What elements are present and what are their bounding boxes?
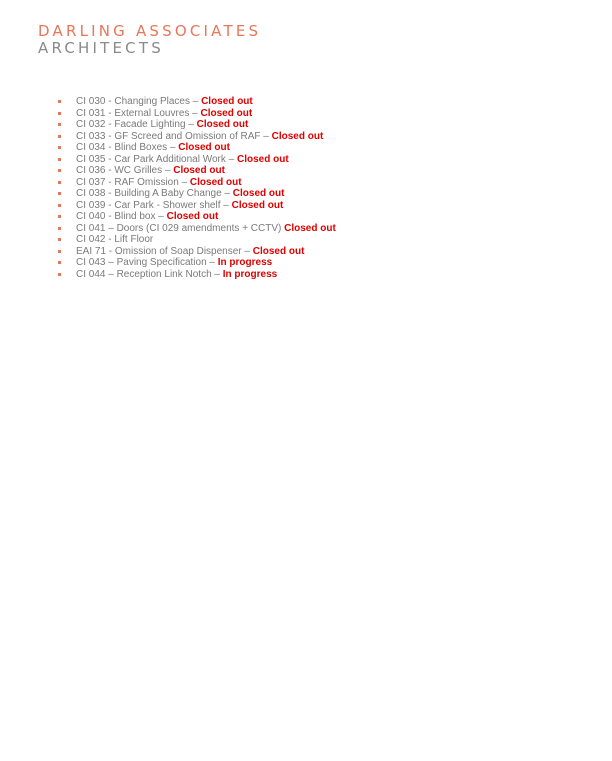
item-label: CI 031 - External Louvres – <box>76 107 201 119</box>
status-label: Closed out <box>201 96 253 107</box>
bullet-square-icon <box>58 261 61 264</box>
bullet-square-icon <box>58 181 61 184</box>
item-label: CI 040 - Blind box – <box>76 211 167 222</box>
bullet-square-icon <box>58 112 61 115</box>
bullet-square-icon <box>58 135 61 138</box>
item-label: CI 035 - Car Park Additional Work – <box>76 153 237 165</box>
status-label: Closed out <box>173 165 225 176</box>
item-label: CI 042 - Lift Floor <box>76 234 154 245</box>
status-label: Closed out <box>231 199 284 211</box>
bullet-square-icon <box>58 192 61 195</box>
bullet-square-icon <box>58 158 61 161</box>
status-label: Closed out <box>284 222 336 234</box>
status-label: Closed out <box>232 188 285 199</box>
company-subtitle: ARCHITECTS <box>38 39 164 57</box>
item-label: CI 036 - WC Grilles – <box>76 165 174 176</box>
item-label: CI 034 - Blind Boxes – <box>76 142 179 153</box>
status-label: Closed out <box>178 142 230 153</box>
bullet-square-icon <box>58 227 61 230</box>
status-label: Closed out <box>237 153 289 165</box>
item-label: CI 043 – Paving Specification – <box>76 257 218 268</box>
list-item <box>58 246 336 258</box>
list-item <box>58 131 336 143</box>
bullet-square-icon <box>58 169 61 172</box>
bullet-square-icon <box>58 204 61 207</box>
company-name: DARLING ASSOCIATES <box>38 22 262 40</box>
item-label: CI 038 - Building A Baby Change – <box>76 188 233 199</box>
status-label: Closed out <box>196 119 249 130</box>
item-label: EAI 71 - Omission of Soap Dispenser – <box>76 245 253 257</box>
item-label: CI 041 – Doors (CI 029 amendments + CCTV) <box>76 222 285 234</box>
list-item <box>58 234 336 246</box>
list-item <box>58 269 336 281</box>
list-item <box>58 177 336 189</box>
bullet-square-icon <box>58 215 61 218</box>
company-header <box>38 24 261 58</box>
list-item <box>58 142 336 154</box>
status-label: Closed out <box>166 211 219 222</box>
bullet-square-icon <box>58 250 61 253</box>
bullet-square-icon <box>58 100 61 103</box>
list-item <box>58 257 336 269</box>
list-item <box>58 200 336 212</box>
list-item <box>58 96 336 108</box>
status-label: Closed out <box>252 245 305 257</box>
status-label: Closed out <box>189 176 242 188</box>
bullet-square-icon <box>58 273 61 276</box>
item-label: CI 044 – Reception Link Notch – <box>76 268 223 280</box>
list-item <box>58 188 336 200</box>
item-label: CI 032 - Facade Lighting – <box>76 119 197 130</box>
change-instruction-list <box>58 96 336 280</box>
bullet-square-icon <box>58 238 61 241</box>
status-label: In progress <box>222 268 278 280</box>
item-label: CI 030 - Changing Places – <box>76 96 202 107</box>
list-item <box>58 165 336 177</box>
item-label: CI 033 - GF Screed and Omission of RAF – <box>76 130 272 142</box>
item-label: CI 037 - RAF Omission – <box>76 176 190 188</box>
status-label: Closed out <box>271 130 324 142</box>
item-label: CI 039 - Car Park - Shower shelf – <box>76 199 232 211</box>
list-item <box>58 108 336 120</box>
list-item <box>58 211 336 223</box>
status-label: Closed out <box>200 107 253 119</box>
list-item <box>58 154 336 166</box>
bullet-square-icon <box>58 123 61 126</box>
list-item <box>58 119 336 131</box>
bullet-square-icon <box>58 146 61 149</box>
status-label: In progress <box>217 257 273 268</box>
list-item <box>58 223 336 235</box>
